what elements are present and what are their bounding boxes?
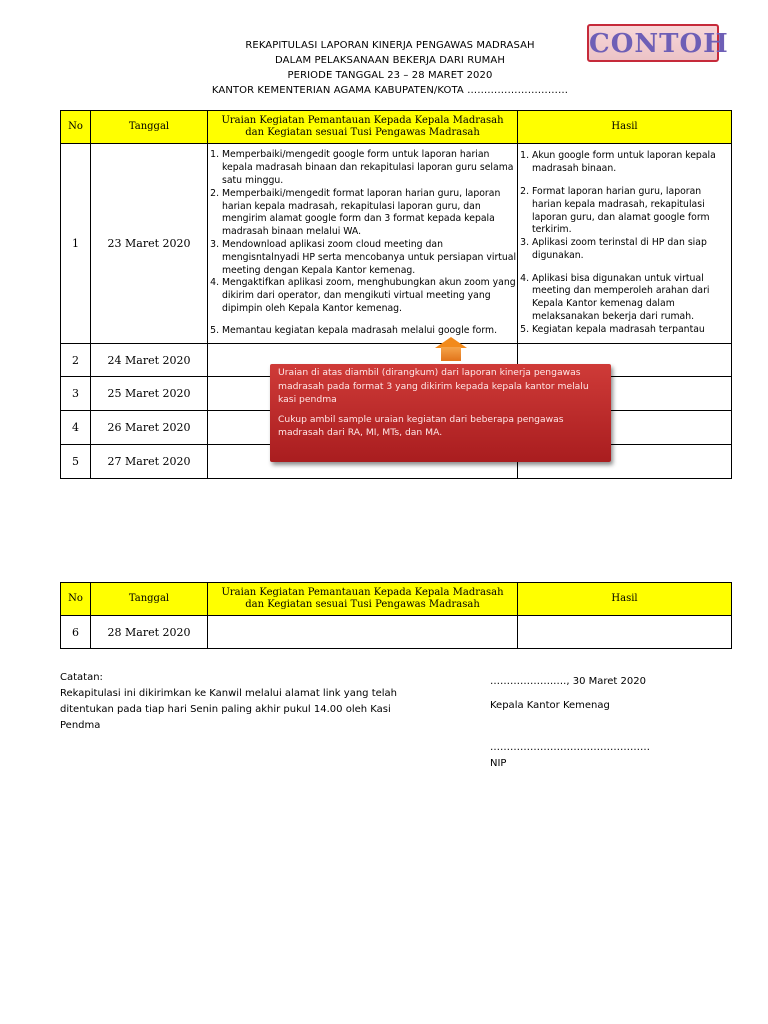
row-no: 1 bbox=[61, 144, 91, 344]
uraian-item: 2. Memperbaiki/mengedit format laporan harian guru, laporan harian kepala madrasah, rekapitulasi laporan guru, dan mengirim alamat google form dan 3 format kepada kepala madrasah binaan melalui WA. bbox=[222, 188, 517, 239]
uraian-item: 3. Mendownload aplikasi zoom cloud meeting dan mengisntalnyadi HP serta mencobanya untuk persiapan virtual meeting dengan Kepala Kantor kemenag. bbox=[222, 239, 517, 277]
uraian-item: 4. Mengaktifkan aplikasi zoom, menghubungkan akun zoom yang dikirim dari operator, dan mengikuti virtual meeting yang dipimpin oleh Kepala Kantor kemenag. bbox=[222, 277, 517, 315]
uraian-item: 1. Memperbaiki/mengedit google form untuk laporan harian kepala madrasah binaan dan rekapitulasi laporan guru selama satu minggu. bbox=[222, 149, 517, 187]
row-no: 3 bbox=[61, 377, 91, 411]
signature-title: Kepala Kantor Kemenag bbox=[490, 700, 610, 711]
table-header-row bbox=[61, 583, 732, 616]
row-no: 4 bbox=[61, 411, 91, 445]
document-header bbox=[200, 38, 580, 98]
row-tanggal: 25 Maret 2020 bbox=[91, 377, 208, 411]
arrow-stem bbox=[441, 347, 461, 361]
callout-paragraph: Cukup ambil sample uraian kegiatan dari beberapa pengawas madrasah dari RA, MI, MTs, dan MA. bbox=[278, 413, 564, 438]
row-no: 2 bbox=[61, 344, 91, 377]
signature-block bbox=[490, 674, 650, 772]
signature-date: ……………….…., 30 Maret 2020 bbox=[490, 676, 646, 687]
col-header-hasil: Hasil bbox=[518, 111, 732, 144]
signature-nip: NIP bbox=[490, 758, 507, 769]
table-row bbox=[61, 144, 732, 344]
uraian-item: 5. Memantau kegiatan kepala madrasah melalui google form. bbox=[222, 325, 517, 338]
row-no: 6 bbox=[61, 616, 91, 649]
row-uraian bbox=[208, 616, 518, 649]
hasil-item: 1. Akun google form untuk laporan kepala madrasah binaan. bbox=[532, 150, 731, 176]
col-header-no: No bbox=[61, 111, 91, 144]
col-header-no: No bbox=[61, 583, 91, 616]
note-text: Rekapitulasi ini dikirimkan ke Kanwil melalui alamat link yang telah ditentukan pada tiap hari Senin paling akhir pukul 14.00 oleh Kasi Pendma bbox=[60, 688, 398, 731]
col-header-uraian: Uraian Kegiatan Pemantauan Kepada Kepala Madrasah dan Kegiatan sesuai Tusi Pengawas Madrasah bbox=[208, 583, 518, 616]
row-tanggal: 24 Maret 2020 bbox=[91, 344, 208, 377]
recap-table-2 bbox=[60, 582, 732, 649]
table-row bbox=[61, 616, 732, 649]
col-header-hasil: Hasil bbox=[518, 583, 732, 616]
header-period: PERIODE TANGGAL 23 – 28 MARET 2020 bbox=[287, 70, 493, 81]
callout-paragraph: Uraian di atas diambil (dirangkum) dari laporan kinerja pengawas madrasah pada format 3 yang dikirim kepada kepala kantor melalu kasi pendma bbox=[278, 367, 589, 405]
signature-name-line: ………………………………………… bbox=[490, 742, 650, 753]
callout-note bbox=[270, 364, 611, 462]
hasil-item: 2. Format laporan harian guru, laporan harian kepala madrasah, rekapitulasi laporan guru, dan alamat google form terkirim. bbox=[532, 186, 731, 237]
col-header-tanggal: Tanggal bbox=[91, 583, 208, 616]
hasil-item: 5. Kegiatan kepala madrasah terpantau bbox=[532, 324, 731, 337]
header-office: KANTOR KEMENTERIAN AGAMA KABUPATEN/KOTA ………………………… bbox=[211, 85, 569, 96]
row-uraian bbox=[208, 144, 518, 344]
row-tanggal: 28 Maret 2020 bbox=[91, 616, 208, 649]
contoh-stamp bbox=[587, 24, 729, 62]
uraian-list bbox=[208, 149, 517, 337]
col-header-uraian: Uraian Kegiatan Pemantauan Kepada Kepala Madrasah dan Kegiatan sesuai Tusi Pengawas Madrasah bbox=[208, 111, 518, 144]
header-title: REKAPITULASI LAPORAN KINERJA PENGAWAS MADRASAH bbox=[245, 40, 535, 51]
hasil-list bbox=[518, 150, 731, 336]
note-block bbox=[60, 670, 400, 734]
row-tanggal: 27 Maret 2020 bbox=[91, 445, 208, 479]
row-hasil bbox=[518, 616, 732, 649]
note-label: Catatan: bbox=[60, 672, 103, 683]
row-tanggal: 23 Maret 2020 bbox=[91, 144, 208, 344]
col-header-tanggal: Tanggal bbox=[91, 111, 208, 144]
header-subtitle: DALAM PELAKSANAAN BEKERJA DARI RUMAH bbox=[275, 55, 505, 66]
hasil-item: 3. Aplikasi zoom terinstal di HP dan siap digunakan. bbox=[532, 237, 731, 263]
row-no: 5 bbox=[61, 445, 91, 479]
row-hasil bbox=[518, 144, 732, 344]
stamp-text: CONTOH bbox=[589, 29, 729, 59]
hasil-item: 4. Aplikasi bisa digunakan untuk virtual meeting dan memperoleh arahan dari Kepala Kantor kemenag dalam melaksanakan bekerja dari rumah. bbox=[532, 273, 731, 324]
table-header-row bbox=[61, 111, 732, 144]
row-tanggal: 26 Maret 2020 bbox=[91, 411, 208, 445]
